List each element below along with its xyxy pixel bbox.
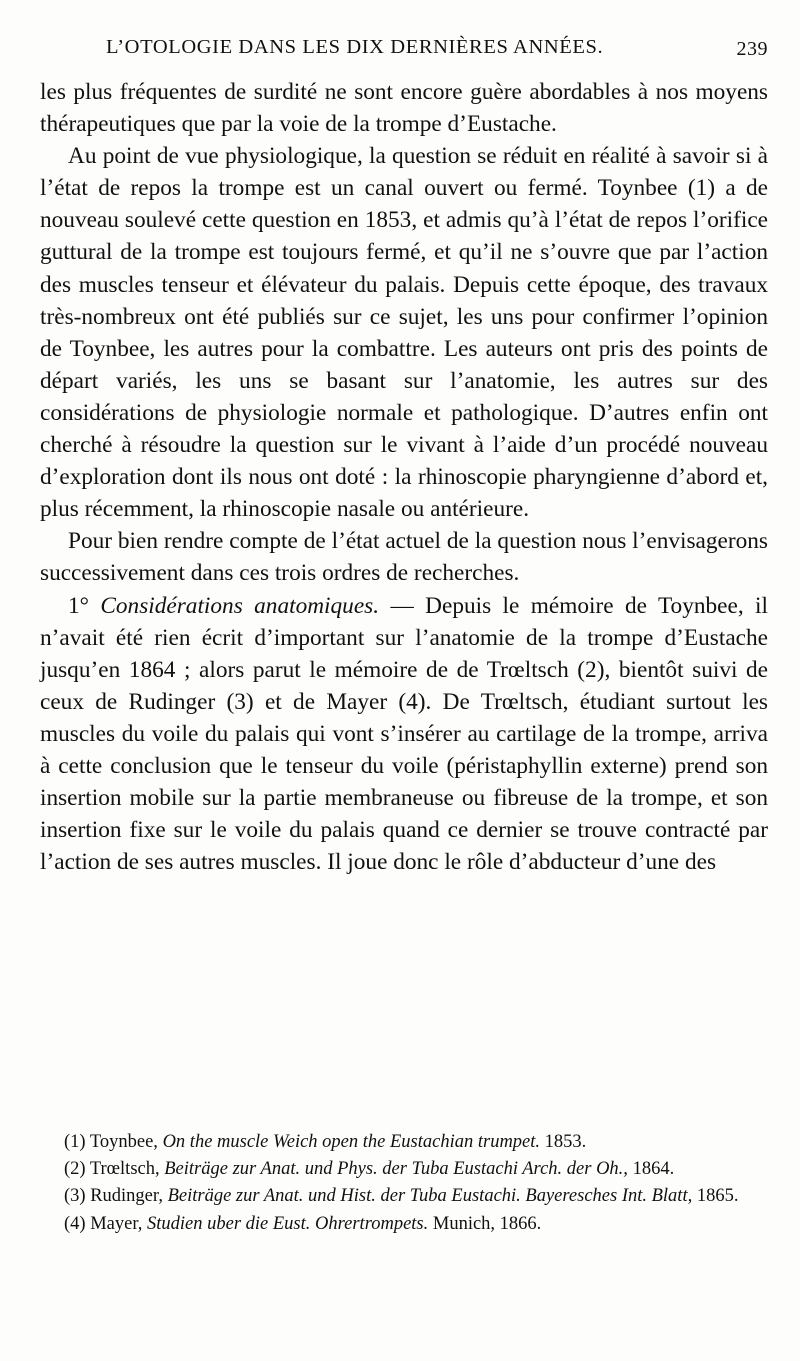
footnote-title: Studien uber die Eust. Ohrertrompets. bbox=[147, 1213, 429, 1234]
page-number: 239 bbox=[736, 38, 768, 60]
footnote-author: Mayer, bbox=[90, 1213, 143, 1234]
footnote-title: Beiträge zur Anat. und Hist. der Tuba Eustachi. Bayeresches Int. Blatt, bbox=[167, 1186, 693, 1207]
footnote-title: Beiträge zur Anat. und Phys. der Tuba Eustachi Arch. der Oh., bbox=[164, 1159, 628, 1180]
paragraph-anatomical bbox=[40, 590, 768, 879]
footnote bbox=[40, 1129, 768, 1156]
footnote bbox=[40, 1183, 768, 1210]
paragraph-physiology: Au point de vue physiologique, la question se réduit en réalité à savoir si à l’état de repos la trompe est un canal ouvert ou fermé. Toynbee (1) a de nouveau soulevé cette question en 1853, et admis qu’à l’état de repos l’orifice guttural de la trompe est toujours fermé, et qu’il ne s’ouvre que par l’action des muscles tenseur et élévateur du palais. Depuis cette époque, des travaux très-nombreux ont été publiés sur ce sujet, les uns pour confirmer l’opinion de Toynbee, les autres pour la combattre. Les auteurs ont pris des points de départ variés, les uns se basant sur l’anatomie, les autres sur des considérations de physiologie normale et pathologique. D’autres enfin ont cherché à résoudre la question sur le vivant à l’aide d’un procédé nouveau d’exploration dont ils nous ont doté : la rhinoscopie pharyngienne d’abord et, plus récemment, la rhinoscopie nasale ou antérieure. bbox=[40, 143, 768, 523]
footnote-author: Toynbee, bbox=[89, 1132, 158, 1152]
footnote-date: 1864. bbox=[632, 1159, 675, 1180]
footnote-date: Munich, 1866. bbox=[432, 1213, 542, 1234]
section-number: 1° bbox=[68, 592, 89, 619]
running-title: L’OTOLOGIE DANS LES DIX DERNIÈRES ANNÉES. bbox=[106, 36, 604, 58]
footnote-mark: (4) bbox=[64, 1213, 86, 1234]
footnote-author: Trœltsch, bbox=[89, 1159, 160, 1180]
footnote-date: 1865. bbox=[696, 1186, 739, 1207]
main-text bbox=[40, 76, 768, 878]
footnote-mark: (2) bbox=[64, 1159, 86, 1180]
footnote-title: On the muscle Weich open the Eustachian trumpet. bbox=[162, 1132, 541, 1152]
footnote-author: Rudinger, bbox=[90, 1186, 163, 1207]
section-text: — Depuis le mémoire de Toynbee, il n’avait été rien écrit d’important sur l’anatomie de la trompe d’Eustache jusqu’en 1864 ; alors parut le mémoire de de Trœltsch (2), bientôt suivi de ceux de Rudinger (3) et de Mayer (4). De Trœltsch, étudiant surtout les muscles du voile du palais qui vont s’insérer au cartilage de la trompe, arriva à cette conclusion que le tenseur du voile (péristaphyllin externe) prend son insertion mobile sur la partie membraneuse ou fibreuse de la trompe, et son insertion fixe sur le voile du palais quand ce dernier se trouve contracté par l’action de ses autres muscles. Il joue donc le rôle d’abducteur d’une des bbox=[40, 592, 768, 876]
section-heading: Considérations anatomiques. bbox=[100, 592, 380, 619]
footnote bbox=[40, 1156, 768, 1183]
footnote bbox=[40, 1211, 768, 1238]
paragraph-continuation: les plus fréquentes de surdité ne sont encore guère abordables à nos moyens thérapeutiques que par la voie de la trompe d’Eustache. bbox=[40, 79, 768, 138]
running-header bbox=[40, 36, 768, 70]
footnote-date: 1853. bbox=[544, 1132, 587, 1152]
paragraph-research-orders: Pour bien rendre compte de l’état actuel de la question nous l’envisagerons successivement dans ces trois ordres de recherches. bbox=[40, 528, 768, 587]
footnote-mark: (1) bbox=[64, 1132, 86, 1152]
footnote-mark: (3) bbox=[64, 1186, 86, 1207]
footnotes bbox=[40, 1129, 768, 1238]
